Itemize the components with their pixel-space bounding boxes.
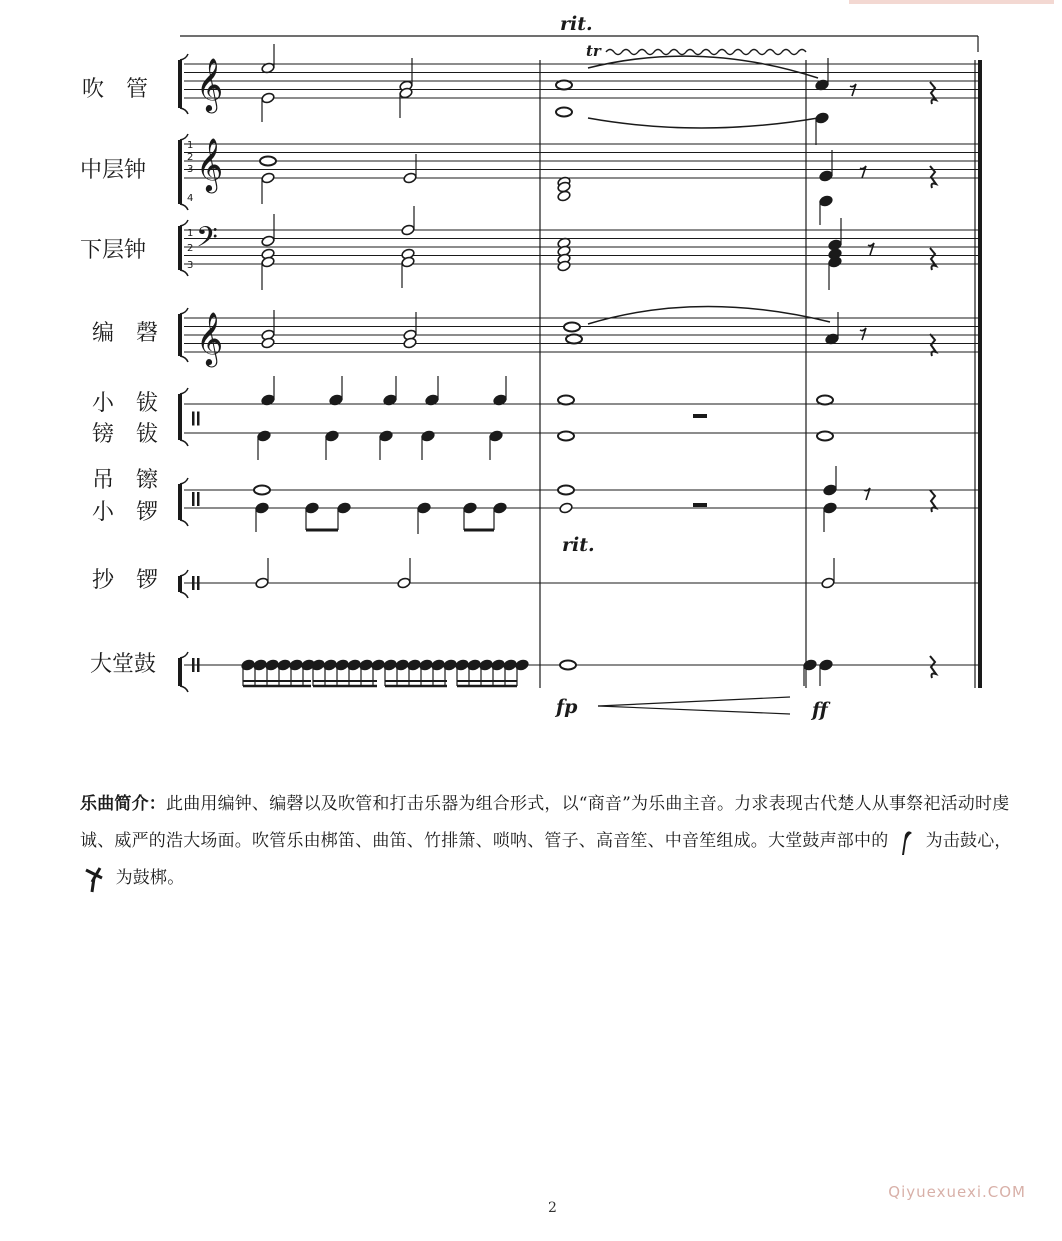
tie-chuiguan-lower: [588, 118, 818, 128]
quarter-rest-icon: [930, 656, 936, 678]
whole-note: [566, 335, 582, 344]
instrument-label-bangba: 镑 钹: [92, 422, 159, 447]
notehead: [325, 430, 339, 442]
notehead: [803, 659, 817, 671]
percussion-clef-icon: [192, 492, 195, 506]
eighth-rest-icon: [860, 166, 866, 178]
instrument-label-xiaoba: 小 钹: [92, 391, 159, 416]
dynamic-fp: fp: [556, 696, 578, 718]
description-lead: 乐曲简介：: [80, 794, 166, 814]
page-number: 2: [548, 1200, 557, 1216]
notehead: [261, 235, 275, 247]
notehead: [255, 577, 269, 589]
svg-text:1: 1: [187, 228, 194, 239]
percussion-clef-icon: [192, 412, 195, 426]
instrument-label-chaoluo: 抄 锣: [92, 568, 159, 593]
svg-text:3: 3: [187, 260, 194, 271]
whole-note: [817, 396, 833, 405]
whole-note: [558, 486, 574, 495]
clef-treble-icon: 𝄞: [196, 311, 224, 365]
notehead: [557, 190, 571, 202]
svg-text:1: 1: [187, 140, 194, 151]
quarter-rest-icon: [930, 248, 936, 270]
notehead: [421, 430, 435, 442]
instrument-label-xiacengzhong: 下层钟: [80, 238, 147, 263]
notehead: [493, 502, 507, 514]
notehead: [255, 502, 269, 514]
notehead: [337, 502, 351, 514]
drum-rim-symbol-icon: [80, 864, 110, 894]
percussion-clef-icon: [192, 576, 195, 590]
trill-wavy-line: [606, 50, 806, 55]
description-text-3: 为鼓梆。: [115, 868, 185, 888]
notehead: [305, 502, 319, 514]
tempo-rit-mid: rit.: [562, 534, 595, 556]
tie-chuiguan-upper: [588, 56, 818, 78]
notehead: [489, 430, 503, 442]
staff-numbers-zhongceng: [187, 140, 193, 204]
whole-note: [558, 396, 574, 405]
description-text-1: 此曲用编钟、编磬以及吹管和打击乐器为组合形式，以“商音”为乐曲主音。力求表现古代楚人从事祭祀活动时虔诚、威严的浩大场面。吹管乐由梆笛、曲笛、竹排箫、唢呐、管子、高音笙、中音笙组成。大堂鼓声部中的: [80, 794, 1010, 851]
notehead: [397, 577, 411, 589]
barlines: [540, 60, 980, 688]
dynamic-ff: ff: [812, 699, 828, 721]
whole-note: [558, 432, 574, 441]
notes-group: [241, 44, 936, 686]
notehead: [417, 502, 431, 514]
clef-bass-icon: 𝄢: [196, 221, 218, 261]
corner-mark: [849, 0, 1054, 4]
svg-text:2: 2: [187, 152, 194, 163]
notehead: [261, 92, 275, 104]
crescendo-hairpin: [598, 697, 790, 714]
notehead: [821, 577, 835, 589]
notehead: [463, 502, 477, 514]
quarter-rest-icon: [930, 334, 936, 356]
description-text-2: 为击鼓心，: [925, 831, 1012, 851]
whole-note: [817, 432, 833, 441]
staff-xiaoba-bangba: [184, 404, 978, 433]
site-watermark: Qiyuexuexi.COM: [888, 1183, 1026, 1201]
instrument-label-diaocha: 吊 镲: [92, 468, 159, 493]
trill-mark: tr: [586, 42, 601, 60]
tempo-rit-top: rit.: [560, 13, 593, 35]
staves-group: [180, 54, 980, 692]
quarter-rest-icon: [930, 82, 936, 104]
whole-note: [556, 81, 572, 90]
clef-treble-icon: 𝄞: [196, 137, 224, 191]
whole-rest-icon: [693, 503, 707, 507]
whole-note: [564, 323, 580, 332]
svg-text:2: 2: [187, 243, 194, 254]
notehead: [819, 170, 833, 182]
whole-note: [254, 486, 270, 495]
notehead: [257, 430, 271, 442]
notehead: [819, 659, 833, 671]
whole-note: [556, 108, 572, 117]
instrument-label-chuiguan: 吹 管: [82, 77, 149, 102]
staff-bianqing: [184, 318, 978, 352]
tie-bianqing: [588, 306, 830, 324]
notehead: [559, 502, 573, 514]
clef-treble-icon: 𝄞: [196, 57, 224, 111]
staff-numbers-xiaceng: [187, 228, 193, 271]
staff-diaocha-xiaoluo: [184, 490, 978, 508]
eighth-rest-icon: [864, 488, 870, 500]
svg-text:4: 4: [187, 193, 194, 204]
whole-note: [260, 157, 276, 166]
eighth-rest-icon: [860, 328, 866, 340]
instrument-label-datanggu: 大堂鼓: [90, 652, 157, 677]
piece-description: [80, 786, 1035, 897]
eighth-rest-icon: [868, 243, 874, 255]
whole-rest-icon: [693, 414, 707, 418]
notehead: [823, 484, 837, 496]
drum-center-symbol-icon: [894, 827, 920, 857]
instrument-label-zhongcengzhong: 中层钟: [80, 158, 147, 183]
notehead: [819, 195, 833, 207]
staff-chuiguan: [184, 64, 978, 98]
whole-note: [560, 661, 576, 670]
quarter-rest-icon: [930, 490, 936, 512]
staff-xiaceng: [184, 230, 978, 264]
svg-text:3: 3: [187, 164, 194, 175]
notehead: [823, 502, 837, 514]
notehead: [403, 172, 417, 184]
instrument-label-bianqing: 编 磬: [92, 321, 159, 346]
notehead: [379, 430, 393, 442]
staff-zhongceng: [184, 144, 978, 178]
percussion-clef-icon: [192, 658, 195, 672]
instrument-label-xiaoluo: 小 锣: [92, 500, 159, 525]
notehead: [261, 172, 275, 184]
notehead: [401, 224, 415, 236]
